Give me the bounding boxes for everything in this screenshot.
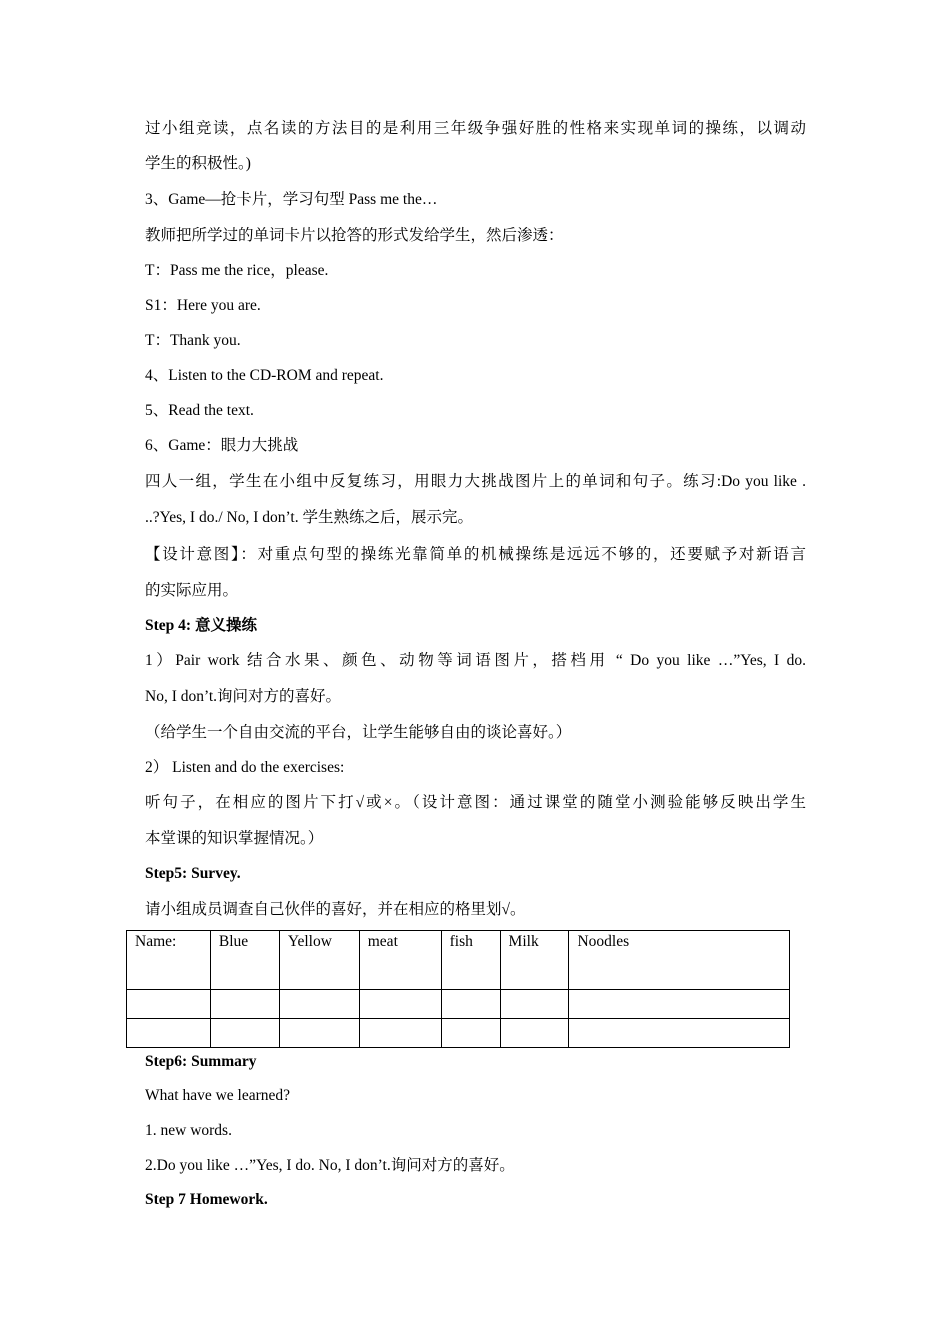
table-cell bbox=[210, 990, 279, 1019]
list-item: 6、Game：眼力大挑战 bbox=[145, 437, 299, 454]
table-row bbox=[127, 1019, 790, 1048]
paragraph-line: 过小组竞读，点名读的方法目的是利用三年级争强好胜的性格来实现单词的操练，以调动 bbox=[145, 120, 806, 137]
paragraph-line: （给学生一个自由交流的平台，让学生能够自由的谈论喜好。） bbox=[145, 724, 572, 741]
step-heading: Step5: Survey. bbox=[145, 865, 241, 882]
list-item: 4、Listen to the CD-ROM and repeat. bbox=[145, 367, 384, 384]
table-row bbox=[127, 990, 790, 1019]
dialogue-line: S1：Here you are. bbox=[145, 297, 261, 314]
table-cell bbox=[500, 990, 569, 1019]
table-cell bbox=[441, 1019, 500, 1048]
table-cell bbox=[500, 1019, 569, 1048]
paragraph-line: What have we learned? bbox=[145, 1087, 291, 1104]
step-heading: Step6: Summary bbox=[145, 1053, 257, 1070]
step-heading: Step 4: 意义操练 bbox=[145, 617, 257, 634]
list-item: 5、Read the text. bbox=[145, 402, 254, 419]
table-cell bbox=[569, 990, 790, 1019]
paragraph-line: 学生的积极性。) bbox=[145, 155, 251, 172]
paragraph-line: 教师把所学过的单词卡片以抢答的形式发给学生，然后渗透： bbox=[145, 227, 564, 244]
table-cell bbox=[210, 1019, 279, 1048]
dialogue-line: T：Pass me the rice，please. bbox=[145, 262, 329, 279]
table-cell bbox=[279, 1019, 359, 1048]
table-cell bbox=[127, 990, 211, 1019]
list-item: 2） Listen and do the exercises: bbox=[145, 759, 345, 776]
list-item: 1. new words. bbox=[145, 1122, 232, 1139]
paragraph-line: ..?Yes, I do./ No, I don’t. 学生熟练之后，展示完。 bbox=[145, 509, 473, 526]
table-header-cell: Name: bbox=[127, 931, 211, 990]
table-header-cell: Yellow bbox=[279, 931, 359, 990]
paragraph-line: No, I don’t.询问对方的喜好。 bbox=[145, 688, 342, 705]
paragraph-line: 请小组成员调查自己伙伴的喜好，并在相应的格里划√。 bbox=[145, 901, 526, 918]
list-item: 1）Pair work 结合水果、颜色、动物等词语图片，搭档用 “ Do you like …”Yes, I do. bbox=[145, 652, 806, 669]
table-cell bbox=[569, 1019, 790, 1048]
design-intent-line: 【设计意图】：对重点句型的操练光靠简单的机械操练是远远不够的，还要赋予对新语言 bbox=[145, 546, 806, 563]
table-header-cell: Noodles bbox=[569, 931, 790, 990]
table-header-cell: fish bbox=[441, 931, 500, 990]
table-cell bbox=[279, 990, 359, 1019]
table-cell bbox=[359, 990, 441, 1019]
paragraph-line: 的实际应用。 bbox=[145, 582, 239, 599]
paragraph-line: 四人一组，学生在小组中反复练习，用眼力大挑战图片上的单词和句子。练习:Do you like . bbox=[145, 473, 806, 490]
table-header-row bbox=[127, 931, 790, 990]
step-heading: Step 7 Homework. bbox=[145, 1191, 268, 1208]
table-cell bbox=[441, 990, 500, 1019]
table-header-cell: Milk bbox=[500, 931, 569, 990]
list-item: 2.Do you like …”Yes, I do. No, I don’t.询问对方的喜好。 bbox=[145, 1157, 515, 1174]
table-cell bbox=[127, 1019, 211, 1048]
survey-table bbox=[126, 930, 790, 1048]
table-header-cell: meat bbox=[359, 931, 441, 990]
dialogue-line: T：Thank you. bbox=[145, 332, 241, 349]
table-header-cell: Blue bbox=[210, 931, 279, 990]
paragraph-line: 听句子，在相应的图片下打√或×。（设计意图：通过课堂的随堂小测验能够反映出学生 bbox=[145, 794, 806, 811]
list-item: 3、Game—抢卡片，学习句型 Pass me the… bbox=[145, 191, 438, 208]
paragraph-line: 本堂课的知识掌握情况。） bbox=[145, 830, 324, 847]
table-cell bbox=[359, 1019, 441, 1048]
